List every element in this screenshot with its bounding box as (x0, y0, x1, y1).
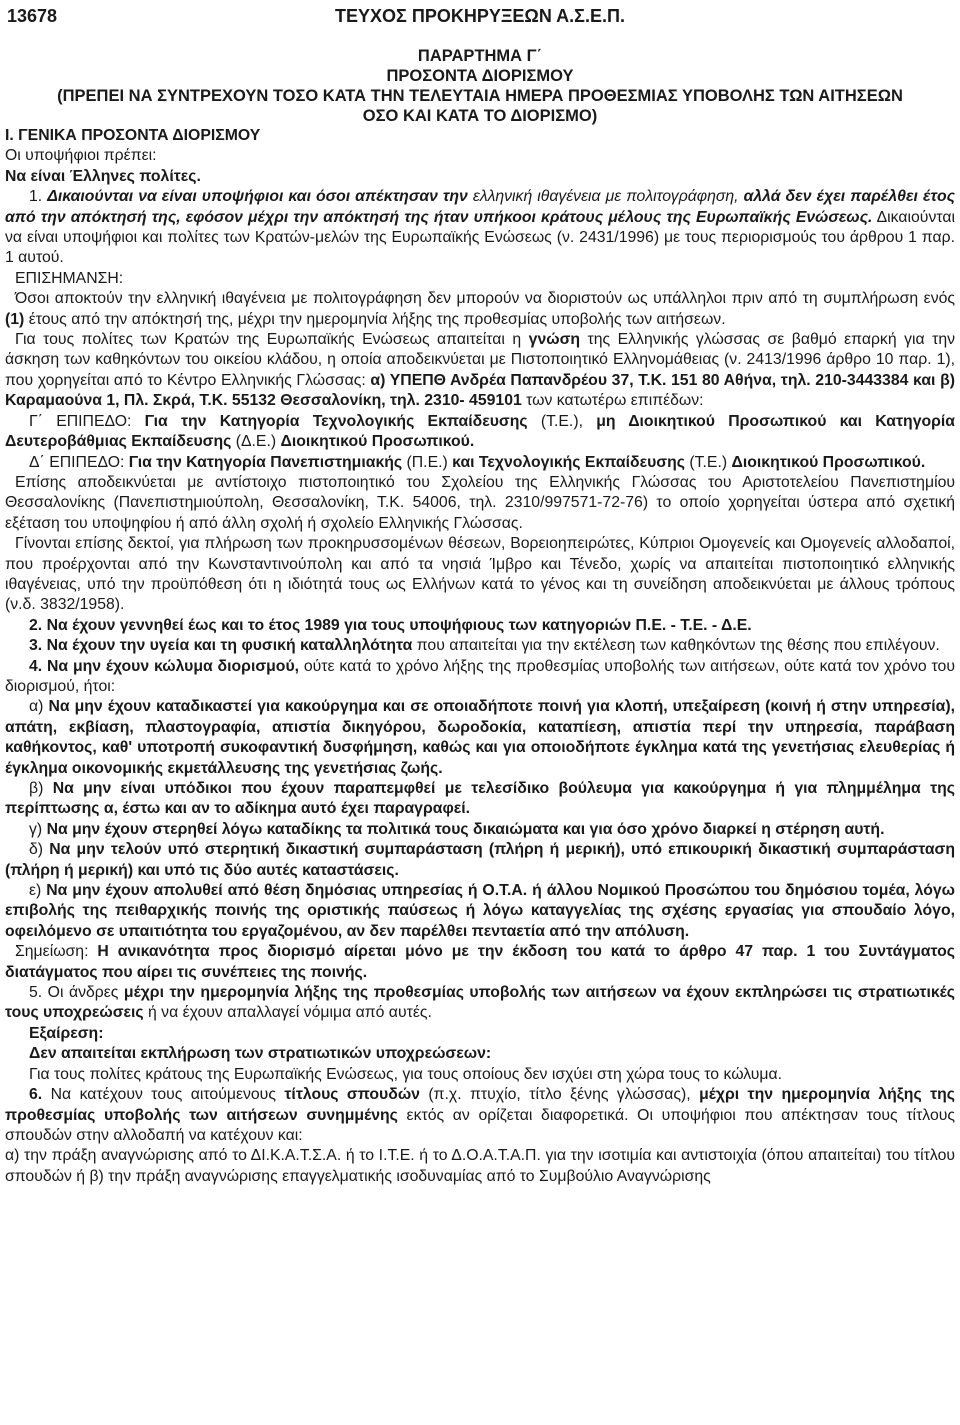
section-heading: Ι. ΓΕΝΙΚΑ ΠΡΟΣΟΝΤΑ ΔΙΟΡΙΣΜΟΥ (5, 127, 261, 144)
last-paragraph: α) την πράξη αναγνώρισης από το ΔΙ.Κ.Α.Τ.Σ.Α. ή το Ι.Τ.Ε. ή το Δ.Ο.Α.Τ.Α.Π. για την ισοτιμία και αντιστοιχία (όπου απαιτείται) του τίτλου σπουδών ή β) την πράξη αναγνώρισης επαγγελματικής ισοδυναμίας από το Συμβούλιο Αναγνώρισης (5, 1147, 955, 1185)
annex-title-block (5, 46, 955, 126)
annex-label: ΠΑΡΑΡΤΗΜΑ Γ΄ (417, 47, 543, 65)
exception-heading: Εξαίρεση: (29, 1024, 104, 1042)
item-c: γ) Να μην έχουν στερηθεί λόγω καταδίκης τα πολιτικά τους δικαιώματα και για όσο χρόνο διαρκεί η στέρηση αυτή. (29, 820, 885, 838)
paragraph-6: 6. Να κατέχουν τους αιτούμενους τίτλους σπουδών (π.χ. πτυχίο, τίτλο ξένης γλώσσας), μέχρι την ημερομηνία λήξης της προθεσμίας υποβολής των αιτήσεων συνημμένης εκτός αν ορίζεται διαφορετικά. Οι υποψήφιοι που απέκτησαν τους τίτλους σπουδών στην αλλοδαπή να κατέχουν και: (5, 1086, 956, 1144)
item-b: β) Να μην είναι υπόδικοι που έχουν παραπεμφθεί με τελεσίδικο βούλευμα για κακούργημα ή για πλημμέλημα της περίπτωσης α, έστω και αν το αδίκημα αυτό έχει παραγραφεί. (5, 780, 956, 818)
exception-text: Για τους πολίτες κράτους της Ευρωπαϊκής Ενώσεως, για τους οποίους δεν ισχύει στη χώρα τους το κώλυμα. (29, 1065, 783, 1083)
running-header (5, 0, 955, 30)
level-c: Γ΄ ΕΠΙΠΕΔΟ: Για την Κατηγορία Τεχνολογικής Εκπαίδευσης (Τ.Ε.), μη Διοικητικού Προσωπικού και Κατηγορία Δευτεροβάθμιας Εκπαίδευσης (Δ.Ε.) Διοικητικού Προσωπικού. (5, 412, 956, 451)
annex-heading: ΠΡΟΣΟΝΤΑ ΔΙΟΡΙΣΜΟΥ (386, 67, 574, 85)
annex-condition-cont: ΟΣΟ ΚΑΙ ΚΑΤΑ ΤΟ ΔΙΟΡΙΣΜΟ) (362, 107, 598, 125)
paragraph-3: 3. Να έχουν την υγεία και τη φυσική καταλληλότητα που απαιτείται για την εκτέλεση των καθηκόντων της θέσης που επιλέγουν. (29, 637, 940, 655)
level-d: Δ΄ ΕΠΙΠΕΔΟ: Για την Κατηγορία Πανεπιστημιακής (Π.Ε.) και Τεχνολογικής Εκπαίδευσης (Τ.Ε.) Διοικητικού Προσωπικού. (29, 453, 926, 471)
journal-title: ΤΕΥΧΟΣ ΠΡΟΚΗΡΥΞΕΩΝ Α.Σ.Ε.Π. (335, 6, 625, 26)
accepted-paragraph: Γίνονται επίσης δεκτοί, για πλήρωση των προκηρυσσομένων θέσεων, Βορειοηπειρώτες, Κύπριοι Ομογενείς και Ομογενείς αλλοδαποί, που προέρχονται από την Κωνσταντινούπολη και από τα νησιά Ίμβρο και Τένεδο, χωρίς να απαιτείται πιστοποιητικό ελληνικής ιθαγένειας, υπό την προϋπόθεση ότι η ιδιότητά τους ως Ελλήνων κατά το γένος και τη συνείδηση αποδεικνύεται με άλλους τρόπους (ν.δ. 3832/1958). (5, 535, 955, 614)
notice-label: ΕΠΙΣΗΜΑΝΣΗ: (15, 269, 124, 287)
certificate-paragraph: Επίσης αποδεικνύεται με αντίστοιχο πιστοποιητικό του Σχολείου της Ελληνικής Γλώσσας του Αριστοτελείου Πανεπιστημίου Θεσσαλονίκης (Πανεπιστημιούπολη, Θεσσαλονίκη, Τ.Κ. 54006, τηλ. 2310/997571-72-76) το οποίο χορηγείται ύστερα από σχετική εξέταση του υποψηφίου ή από άλλη σχολή ή σχολείο Ελληνικής Γλώσσας. (5, 473, 955, 532)
paragraph-1: 1. Δικαιούνται να είναι υποψήφιοι και όσοι απέκτησαν την ελληνική ιθαγένεια με πολιτογράφηση, αλλά δεν έχει παρέλθει έτος από την απόκτησή της, εφόσον μέχρι την απόκτησή της ήταν υπήκοοι κράτους μέλους της Ευρωπαϊκής Ενώσεως. Δικαιούνται να είναι υποψήφιοι και πολίτες των Κρατών-μελών της Ευρωπαϊκής Ενώσεως (ν. 2431/1996) με τους περιορισμούς του άρθρου 1 παρ. 1 αυτού. (5, 188, 956, 267)
paragraph-2: 2. Να έχουν γεννηθεί έως και το έτος 1989 για τους υποψήφιους των κατηγοριών Π.Ε. - Τ.Ε. - Δ.Ε. (29, 616, 752, 634)
notice-text: Όσοι αποκτούν την ελληνική ιθαγένεια με πολιτογράφηση δεν μπορούν να διοριστούν ως υπάλληλοι πριν από τη συμπλήρωση ενός (1) έτους από την απόκτησή της, μέχρι την ημερομηνία λήξης της προθεσμίας υποβολής των αιτήσεων. (5, 290, 955, 328)
document-page (5, 0, 955, 1187)
page-number: 13678 (7, 6, 58, 26)
item-d: δ) Να μην τελούν υπό στερητική δικαστική συμπαράσταση (πλήρη ή μερική), υπό επικουρική δικαστική συμπαράσταση (πλήρη ή μερική) και υπό τις δύο αυτές καταστάσεις. (5, 841, 956, 879)
annex-condition: (ΠΡΕΠΕΙ ΝΑ ΣΥΝΤΡΕΧΟΥΝ ΤΟΣΟ ΚΑΤΑ ΤΗΝ ΤΕΛΕΥΤΑΙΑ ΗΜΕΡΑ ΠΡΟΘΕΣΜΙΑΣ ΥΠΟΒΟΛΗΣ ΤΩΝ ΑΙΤΗΣΕΩΝ (57, 87, 903, 105)
exception-subheading: Δεν απαιτείται εκπλήρωση των στρατιωτικών υποχρεώσεων: (29, 1045, 492, 1063)
paragraph-4: 4. Να μην έχουν κώλυμα διορισμού, ούτε κατά το χρόνο λήξης της προθεσμίας υποβολής των αιτήσεων, ούτε κατά τον χρόνο του διορισμού, ήτοι: (5, 657, 955, 695)
note-paragraph: Σημείωση: Η ανικανότητα προς διορισμό αίρεται μόνο με την έκδοση του κατά το άρθρο 47 παρ. 1 του Συντάγματος διατάγματος που αίρει τις συνέπειες της ποινής. (5, 943, 955, 981)
paragraph-5: 5. Οι άνδρες μέχρι την ημερομηνία λήξης της προθεσμίας υποβολής των αιτήσεων να έχουν εκπληρώσει τις στρατιωτικές τους υποχρεώσεις ή να έχουν απαλλαγεί νόμιμα από αυτές. (5, 984, 956, 1022)
citizens-requirement: Να είναι Έλληνες πολίτες. (5, 167, 201, 185)
language-requirement: Για τους πολίτες των Κρατών της Ευρωπαϊκής Ενώσεως απαιτείται η γνώση της Ελληνικής γλώσσας σε βαθμό επαρκή για την άσκηση των καθηκόντων του οικείου κλάδου, η οποία αποδεικνύεται με Πιστοποιητικό Ελληνομάθειας (ν. 2413/1996 άρθρο 10 παρ. 1), που χορηγείται από το Κέντρο Ελληνικής Γλώσσας: α) ΥΠΕΠΘ Ανδρέα Παπανδρέου 37, Τ.Κ. 151 80 Αθήνα, τηλ. 210-3443384 και β) Καραμαούνα 1, Πλ. Σκρά, Τ.Κ. 55132 Θεσσαλονίκη, τηλ. 2310- 459101 των κατωτέρω επιπέδων: (5, 331, 956, 410)
document-body (5, 126, 955, 1187)
item-e: ε) Να μην έχουν απολυθεί από θέση δημόσιας υπηρεσίας ή Ο.Τ.Α. ή άλλου Νομικού Προσώπου του δημόσιου τομέα, λόγω επιβολής της πειθαρχικής ποινής της οριστικής παύσεως ή λόγω καταγγελίας της σχέσης εργασίας για σπουδαίο λόγο, οφειλόμενο σε υπαιτιότητα του εργαζομένου, αν δεν παρέλθει πενταετία από την απόλυση. (5, 882, 955, 940)
intro-line: Οι υποψήφιοι πρέπει: (5, 147, 157, 165)
item-a: α) Να μην έχουν καταδικαστεί για κακούργημα και σε οποιαδήποτε ποινή για κλοπή, υπεξαίρεση (κοινή ή στην υπηρεσία), απάτη, εκβίαση, πλαστογραφία, απιστία δικηγόρου, δωροδοκία, καταπίεση, απιστία περί την υπηρεσία, παράβαση καθήκοντος, καθ' υποτροπή συκοφαντική δυσφήμηση, καθώς και για οποιοδήποτε έγκλημα κατά της γενετήσιας ελευθερίας ή έγκλημα οικονομικής εκμετάλλευσης της γενετήσιας ζωής. (5, 698, 956, 777)
